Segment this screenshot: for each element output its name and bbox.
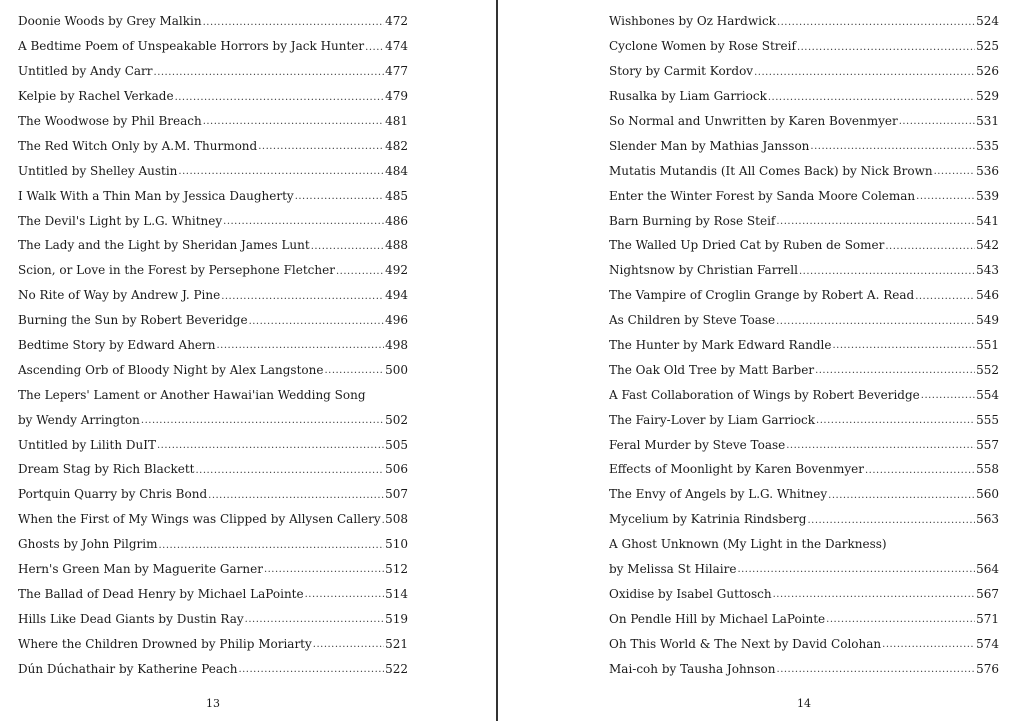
dot-leader (195, 466, 384, 482)
toc-entry-title: The Fairy-Lover by Liam Garriock (609, 412, 816, 427)
toc-entry (18, 532, 408, 557)
dot-leader (777, 665, 976, 681)
toc-entry (609, 532, 999, 557)
toc-entry (609, 606, 999, 631)
toc-entry-title: Ghosts by John Pilgrim (18, 537, 158, 552)
toc-entry (18, 133, 408, 158)
toc-entry-page: 536 (976, 163, 999, 178)
toc-entry-title: The Lady and the Light by Sheridan James Lunt (18, 238, 310, 253)
toc-entry-title: Untitled by Lilith DuIT (18, 437, 156, 452)
toc-entry (609, 283, 999, 308)
toc-entry-title: A Ghost Unknown (My Light in the Darkness) (609, 537, 887, 552)
toc-entry-title: Scion, or Love in the Forest by Persephone Fletcher (18, 263, 335, 278)
toc-entry-page: 519 (385, 611, 408, 626)
toc-entry (609, 482, 999, 507)
toc-entry-title: Mai-coh by Tausha Johnson (609, 661, 776, 676)
toc-entry (609, 407, 999, 432)
toc-entry-title: Slender Man by Mathias Jansson (609, 138, 810, 153)
toc-entry-title: Enter the Winter Forest by Sanda Moore Coleman (609, 188, 916, 203)
toc-entry (18, 208, 408, 233)
toc-entry-page: 558 (976, 462, 999, 477)
toc-entry-title: Oh This World & The Next by David Colohan (609, 636, 882, 651)
toc-entry (609, 457, 999, 482)
toc-entry (18, 557, 408, 582)
toc-entry (609, 333, 999, 358)
toc-entry-title: The Woodwose by Phil Breach (18, 114, 202, 128)
dot-leader (776, 317, 975, 333)
toc-entry-page: 486 (385, 213, 408, 228)
dot-leader (865, 466, 975, 482)
dot-leader (365, 43, 384, 59)
dot-leader (264, 565, 384, 581)
toc-entry (18, 482, 408, 507)
toc-entry-title: by Wendy Arrington (18, 412, 140, 427)
dot-leader (245, 615, 384, 631)
toc-entry (18, 84, 408, 109)
dot-leader (141, 416, 384, 432)
toc-entry (609, 158, 999, 183)
dot-leader (816, 416, 975, 432)
toc-entry-page: 531 (976, 114, 999, 128)
toc-entry-page: 521 (385, 636, 408, 651)
toc-entry-title: The Vampire of Croglin Grange by Robert A. Read (609, 288, 915, 303)
toc-entry (609, 507, 999, 532)
toc-entry (609, 59, 999, 84)
toc-entry (609, 258, 999, 283)
toc-entry-title: Wishbones by Oz Hardwick (609, 14, 776, 29)
toc-entry (18, 34, 408, 59)
page-number: 13 (206, 697, 220, 710)
toc-entry (18, 357, 408, 382)
toc-entry-title: Untitled by Shelley Austin (18, 163, 178, 178)
toc-entry-page: 563 (976, 512, 999, 527)
toc-entry-page: 567 (976, 586, 999, 601)
toc-entry-title: Nightsnow by Christian Farrell (609, 263, 798, 278)
toc-entry-title: Hills Like Dead Giants by Dustin Ray (18, 611, 244, 626)
toc-entry-page: 506 (385, 462, 408, 477)
dot-leader (916, 192, 975, 208)
toc-entry-page: 507 (385, 487, 408, 502)
dot-leader (221, 292, 384, 308)
toc-entry-title: No Rite of Way by Andrew J. Pine (18, 288, 221, 303)
dot-leader (305, 590, 384, 606)
toc-entry-title: The Oak Old Tree by Matt Barber (609, 362, 815, 377)
toc-entry (18, 233, 408, 258)
toc-entry-title: Doonie Woods by Grey Malkin (18, 14, 202, 29)
toc-entry (609, 432, 999, 457)
toc-entry-page: 549 (976, 313, 999, 328)
dot-leader (203, 117, 384, 133)
toc-entry-title: On Pendle Hill by Michael LaPointe (609, 611, 826, 626)
toc-entry-page: 481 (385, 114, 408, 128)
dot-leader (773, 590, 976, 606)
dot-leader (826, 615, 975, 631)
toc-entry (18, 258, 408, 283)
toc-entry-title: The Devil's Light by L.G. Whitney (18, 213, 223, 228)
dot-leader (313, 640, 384, 656)
toc-entry-page: 555 (976, 412, 999, 427)
toc-entry-title: The Ballad of Dead Henry by Michael LaPointe (18, 586, 304, 601)
toc-entry (18, 333, 408, 358)
dot-leader (899, 117, 975, 133)
toc-entry (609, 133, 999, 158)
toc-entry (18, 407, 408, 432)
toc-entry-page: 492 (385, 263, 408, 278)
toc-entry-page: 541 (976, 213, 999, 228)
dot-leader (154, 68, 385, 84)
toc-entry-page: 529 (976, 89, 999, 104)
toc-entry (609, 9, 999, 34)
dot-leader (324, 366, 384, 382)
toc-entry-title: Barn Burning by Rose Steif (609, 213, 776, 228)
toc-entry (18, 656, 408, 681)
toc-entry (609, 557, 999, 582)
left-page (0, 0, 496, 721)
dot-leader (833, 341, 976, 357)
page-number: 14 (797, 697, 811, 710)
dot-leader (807, 516, 975, 532)
toc-entry (609, 581, 999, 606)
toc-entry-page: 543 (976, 263, 999, 278)
dot-leader (311, 242, 384, 258)
dot-leader (249, 317, 385, 333)
dot-leader (882, 640, 975, 656)
toc-entry-page: 479 (385, 89, 408, 104)
toc-entry-title: The Red Witch Only by A.M. Thurmond (18, 138, 258, 153)
dot-leader (258, 142, 384, 158)
toc-entry (18, 606, 408, 631)
dot-leader (157, 441, 384, 457)
toc-entry-page: 505 (385, 437, 408, 452)
toc-entry (609, 84, 999, 109)
toc-entry-page: 474 (385, 39, 408, 54)
toc-entry (609, 308, 999, 333)
toc-entry-page: 525 (976, 39, 999, 54)
toc-entry-page: 502 (385, 412, 408, 427)
dot-leader (786, 441, 975, 457)
dot-leader (815, 366, 975, 382)
dot-leader (175, 93, 385, 109)
toc-entry-title: The Walled Up Dried Cat by Ruben de Somer (609, 238, 885, 253)
toc-entry-page: 477 (385, 64, 408, 79)
toc-entry-page: 472 (385, 14, 408, 29)
toc-entry-title: When the First of My Wings was Clipped by Allysen Callery (18, 512, 381, 527)
toc-entry-title: Mutatis Mutandis (It All Comes Back) by Nick Brown (609, 163, 933, 178)
toc-entry-page: 485 (385, 188, 408, 203)
dot-leader (737, 565, 975, 581)
dot-leader (295, 192, 384, 208)
toc-entry-page: 574 (976, 636, 999, 651)
toc-entry-page: 542 (976, 238, 999, 253)
toc-entry-page: 535 (976, 138, 999, 153)
dot-leader (768, 93, 975, 109)
toc-entry (18, 158, 408, 183)
dot-leader (934, 167, 976, 183)
toc-entry-page: 524 (976, 14, 999, 29)
toc-entry (609, 656, 999, 681)
toc-entry-title: Bedtime Story by Edward Ahern (18, 338, 216, 353)
toc-entry-title: Dún Dúchathair by Katherine Peach (18, 661, 238, 676)
toc-entry (18, 308, 408, 333)
toc-entry (18, 109, 408, 134)
toc-entry-title: Cyclone Women by Rose Streif (609, 39, 796, 54)
toc-entry (18, 631, 408, 656)
table-of-contents-left (18, 9, 408, 681)
toc-entry-title: So Normal and Unwritten by Karen Bovenmyer (609, 114, 898, 128)
toc-entry (609, 183, 999, 208)
page-divider (496, 0, 498, 721)
toc-entry-title: The Lepers' Lament or Another Hawai'ian Wedding Song (18, 387, 366, 402)
toc-entry-page: 508 (385, 512, 408, 527)
toc-entry-title: Effects of Moonlight by Karen Bovenmyer (609, 462, 864, 477)
toc-entry-page: 494 (385, 288, 408, 303)
toc-entry-page: 564 (976, 562, 999, 577)
dot-leader (203, 18, 385, 34)
toc-entry (609, 109, 999, 134)
dot-leader (217, 341, 385, 357)
right-page (499, 0, 1023, 721)
table-of-contents-right (609, 9, 999, 681)
dot-leader (915, 292, 975, 308)
toc-entry (18, 507, 408, 532)
dot-leader (158, 541, 384, 557)
dot-leader (382, 516, 384, 532)
toc-entry-title: Dream Stag by Rich Blackett (18, 462, 195, 477)
toc-entry (18, 59, 408, 84)
toc-entry-title: I Walk With a Thin Man by Jessica Daugherty (18, 188, 294, 203)
toc-entry-page: 552 (976, 362, 999, 377)
toc-entry-title: Rusalka by Liam Garriock (609, 89, 767, 104)
toc-entry-page: 488 (385, 238, 408, 253)
toc-entry-title: Portquin Quarry by Chris Bond (18, 487, 208, 502)
toc-entry-page: 526 (976, 64, 999, 79)
toc-entry-title: Feral Murder by Steve Toase (609, 437, 786, 452)
toc-entry-page: 500 (385, 362, 408, 377)
toc-entry-title: Mycelium by Katrinia Rindsberg (609, 512, 807, 527)
dot-leader (754, 68, 975, 84)
toc-entry-page: 512 (385, 562, 408, 577)
toc-entry (18, 581, 408, 606)
toc-entry-page: 514 (385, 586, 408, 601)
toc-entry (609, 631, 999, 656)
toc-entry-page: 557 (976, 437, 999, 452)
dot-leader (828, 491, 975, 507)
toc-entry-title: Kelpie by Rachel Verkade (18, 89, 174, 104)
toc-entry-page: 498 (385, 338, 408, 353)
toc-entry-title: Story by Carmit Kordov (609, 64, 754, 79)
toc-entry-page: 571 (976, 611, 999, 626)
dot-leader (799, 267, 975, 283)
toc-entry (18, 432, 408, 457)
toc-entry (18, 183, 408, 208)
dot-leader (921, 391, 975, 407)
toc-entry-page: 522 (385, 661, 408, 676)
dot-leader (776, 217, 975, 233)
toc-entry-title: Untitled by Andy Carr (18, 64, 153, 79)
toc-entry-title: A Bedtime Poem of Unspeakable Horrors by Jack Hunter (18, 39, 365, 54)
toc-entry (609, 357, 999, 382)
toc-entry-page: 539 (976, 188, 999, 203)
toc-entry-page: 546 (976, 288, 999, 303)
dot-leader (208, 491, 384, 507)
dot-leader (223, 217, 384, 233)
toc-entry (609, 34, 999, 59)
toc-entry-page: 576 (976, 661, 999, 676)
dot-leader (777, 18, 975, 34)
toc-entry-page: 510 (385, 537, 408, 552)
toc-entry-page: 560 (976, 487, 999, 502)
toc-entry-title: Burning the Sun by Robert Beveridge (18, 313, 248, 328)
dot-leader (178, 167, 384, 183)
toc-entry-page: 496 (385, 313, 408, 328)
toc-entry (609, 382, 999, 407)
toc-entry-title: Where the Children Drowned by Philip Moriarty (18, 636, 312, 651)
dot-leader (885, 242, 975, 258)
toc-entry (609, 208, 999, 233)
dot-leader (336, 267, 384, 283)
toc-entry-title: A Fast Collaboration of Wings by Robert Beveridge (609, 387, 920, 402)
toc-entry (609, 233, 999, 258)
toc-entry-title: Oxidise by Isabel Guttosch (609, 586, 772, 601)
toc-entry-title: by Melissa St Hilaire (609, 562, 737, 577)
toc-entry-page: 484 (385, 163, 408, 178)
toc-entry-page: 554 (976, 387, 999, 402)
toc-entry-title: The Envy of Angels by L.G. Whitney (609, 487, 828, 502)
dot-leader (238, 665, 384, 681)
toc-entry (18, 283, 408, 308)
toc-entry (18, 457, 408, 482)
toc-entry (18, 382, 408, 407)
toc-entry (18, 9, 408, 34)
toc-entry-title: The Hunter by Mark Edward Randle (609, 338, 832, 353)
toc-entry-title: Hern's Green Man by Maguerite Garner (18, 562, 263, 577)
toc-entry-title: As Children by Steve Toase (609, 313, 776, 328)
dot-leader (797, 43, 975, 59)
toc-entry-page: 482 (385, 138, 408, 153)
toc-entry-title: Ascending Orb of Bloody Night by Alex Langstone (18, 362, 324, 377)
dot-leader (810, 142, 975, 158)
toc-entry-page: 551 (976, 338, 999, 353)
